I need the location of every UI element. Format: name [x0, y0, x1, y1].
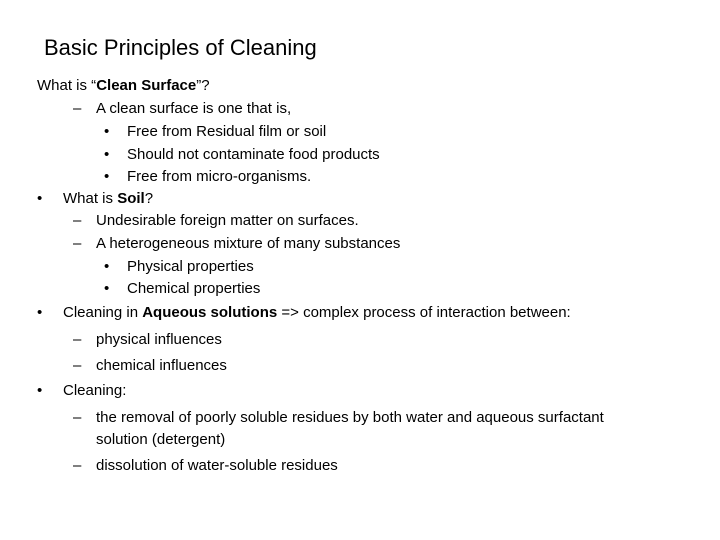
- bullet-marker: •: [37, 382, 43, 399]
- soil-property: Chemical properties: [127, 280, 261, 297]
- bullet-marker: •: [37, 190, 43, 207]
- clean-surface-point: Free from micro-organisms.: [127, 168, 312, 185]
- slide-title: Basic Principles of Cleaning: [44, 35, 317, 60]
- soil-question: [63, 189, 153, 209]
- intro-question: [37, 76, 210, 96]
- soil-suffix: ?: [144, 190, 154, 207]
- bullet-marker: •: [104, 123, 110, 140]
- clean-surface-point: Should not contaminate food products: [127, 146, 380, 163]
- aqueous-statement: [63, 303, 571, 323]
- bullet-marker: •: [37, 304, 43, 321]
- dash-marker: –: [73, 100, 82, 117]
- influence-item: physical influences: [96, 331, 222, 348]
- dash-marker: –: [73, 457, 82, 474]
- soil-definition: Undesirable foreign matter on surfaces.: [96, 212, 359, 229]
- soil-bold: Soil: [117, 190, 145, 207]
- intro-prefix: What is “: [37, 77, 97, 94]
- cleaning-definition: the removal of poorly soluble residues by both water and aqueous surfactant: [96, 409, 604, 426]
- dash-marker: –: [73, 235, 82, 252]
- aqueous-bold: Aqueous solutions: [142, 304, 278, 321]
- soil-definition: A heterogeneous mixture of many substances: [96, 235, 401, 252]
- clean-surface-definition: A clean surface is one that is,: [96, 100, 292, 117]
- intro-bold: Clean Surface: [96, 77, 197, 94]
- dash-marker: –: [73, 357, 82, 374]
- soil-prefix: What is: [63, 190, 118, 207]
- aqueous-suffix: => complex process of interaction between:: [277, 304, 571, 321]
- bullet-marker: •: [104, 168, 110, 185]
- intro-suffix: ”?: [196, 77, 210, 94]
- bullet-marker: •: [104, 280, 110, 297]
- dash-marker: –: [73, 409, 82, 426]
- aqueous-prefix: Cleaning in: [63, 304, 143, 321]
- cleaning-definition-continued: solution (detergent): [96, 431, 226, 448]
- dash-marker: –: [73, 331, 82, 348]
- clean-surface-point: Free from Residual film or soil: [127, 123, 327, 140]
- bullet-marker: •: [104, 146, 110, 163]
- influence-item: chemical influences: [96, 357, 227, 374]
- cleaning-definition: dissolution of water-soluble residues: [96, 457, 338, 474]
- soil-property: Physical properties: [127, 258, 254, 275]
- cleaning-label: Cleaning:: [63, 382, 127, 399]
- dash-marker: –: [73, 212, 82, 229]
- bullet-marker: •: [104, 258, 110, 275]
